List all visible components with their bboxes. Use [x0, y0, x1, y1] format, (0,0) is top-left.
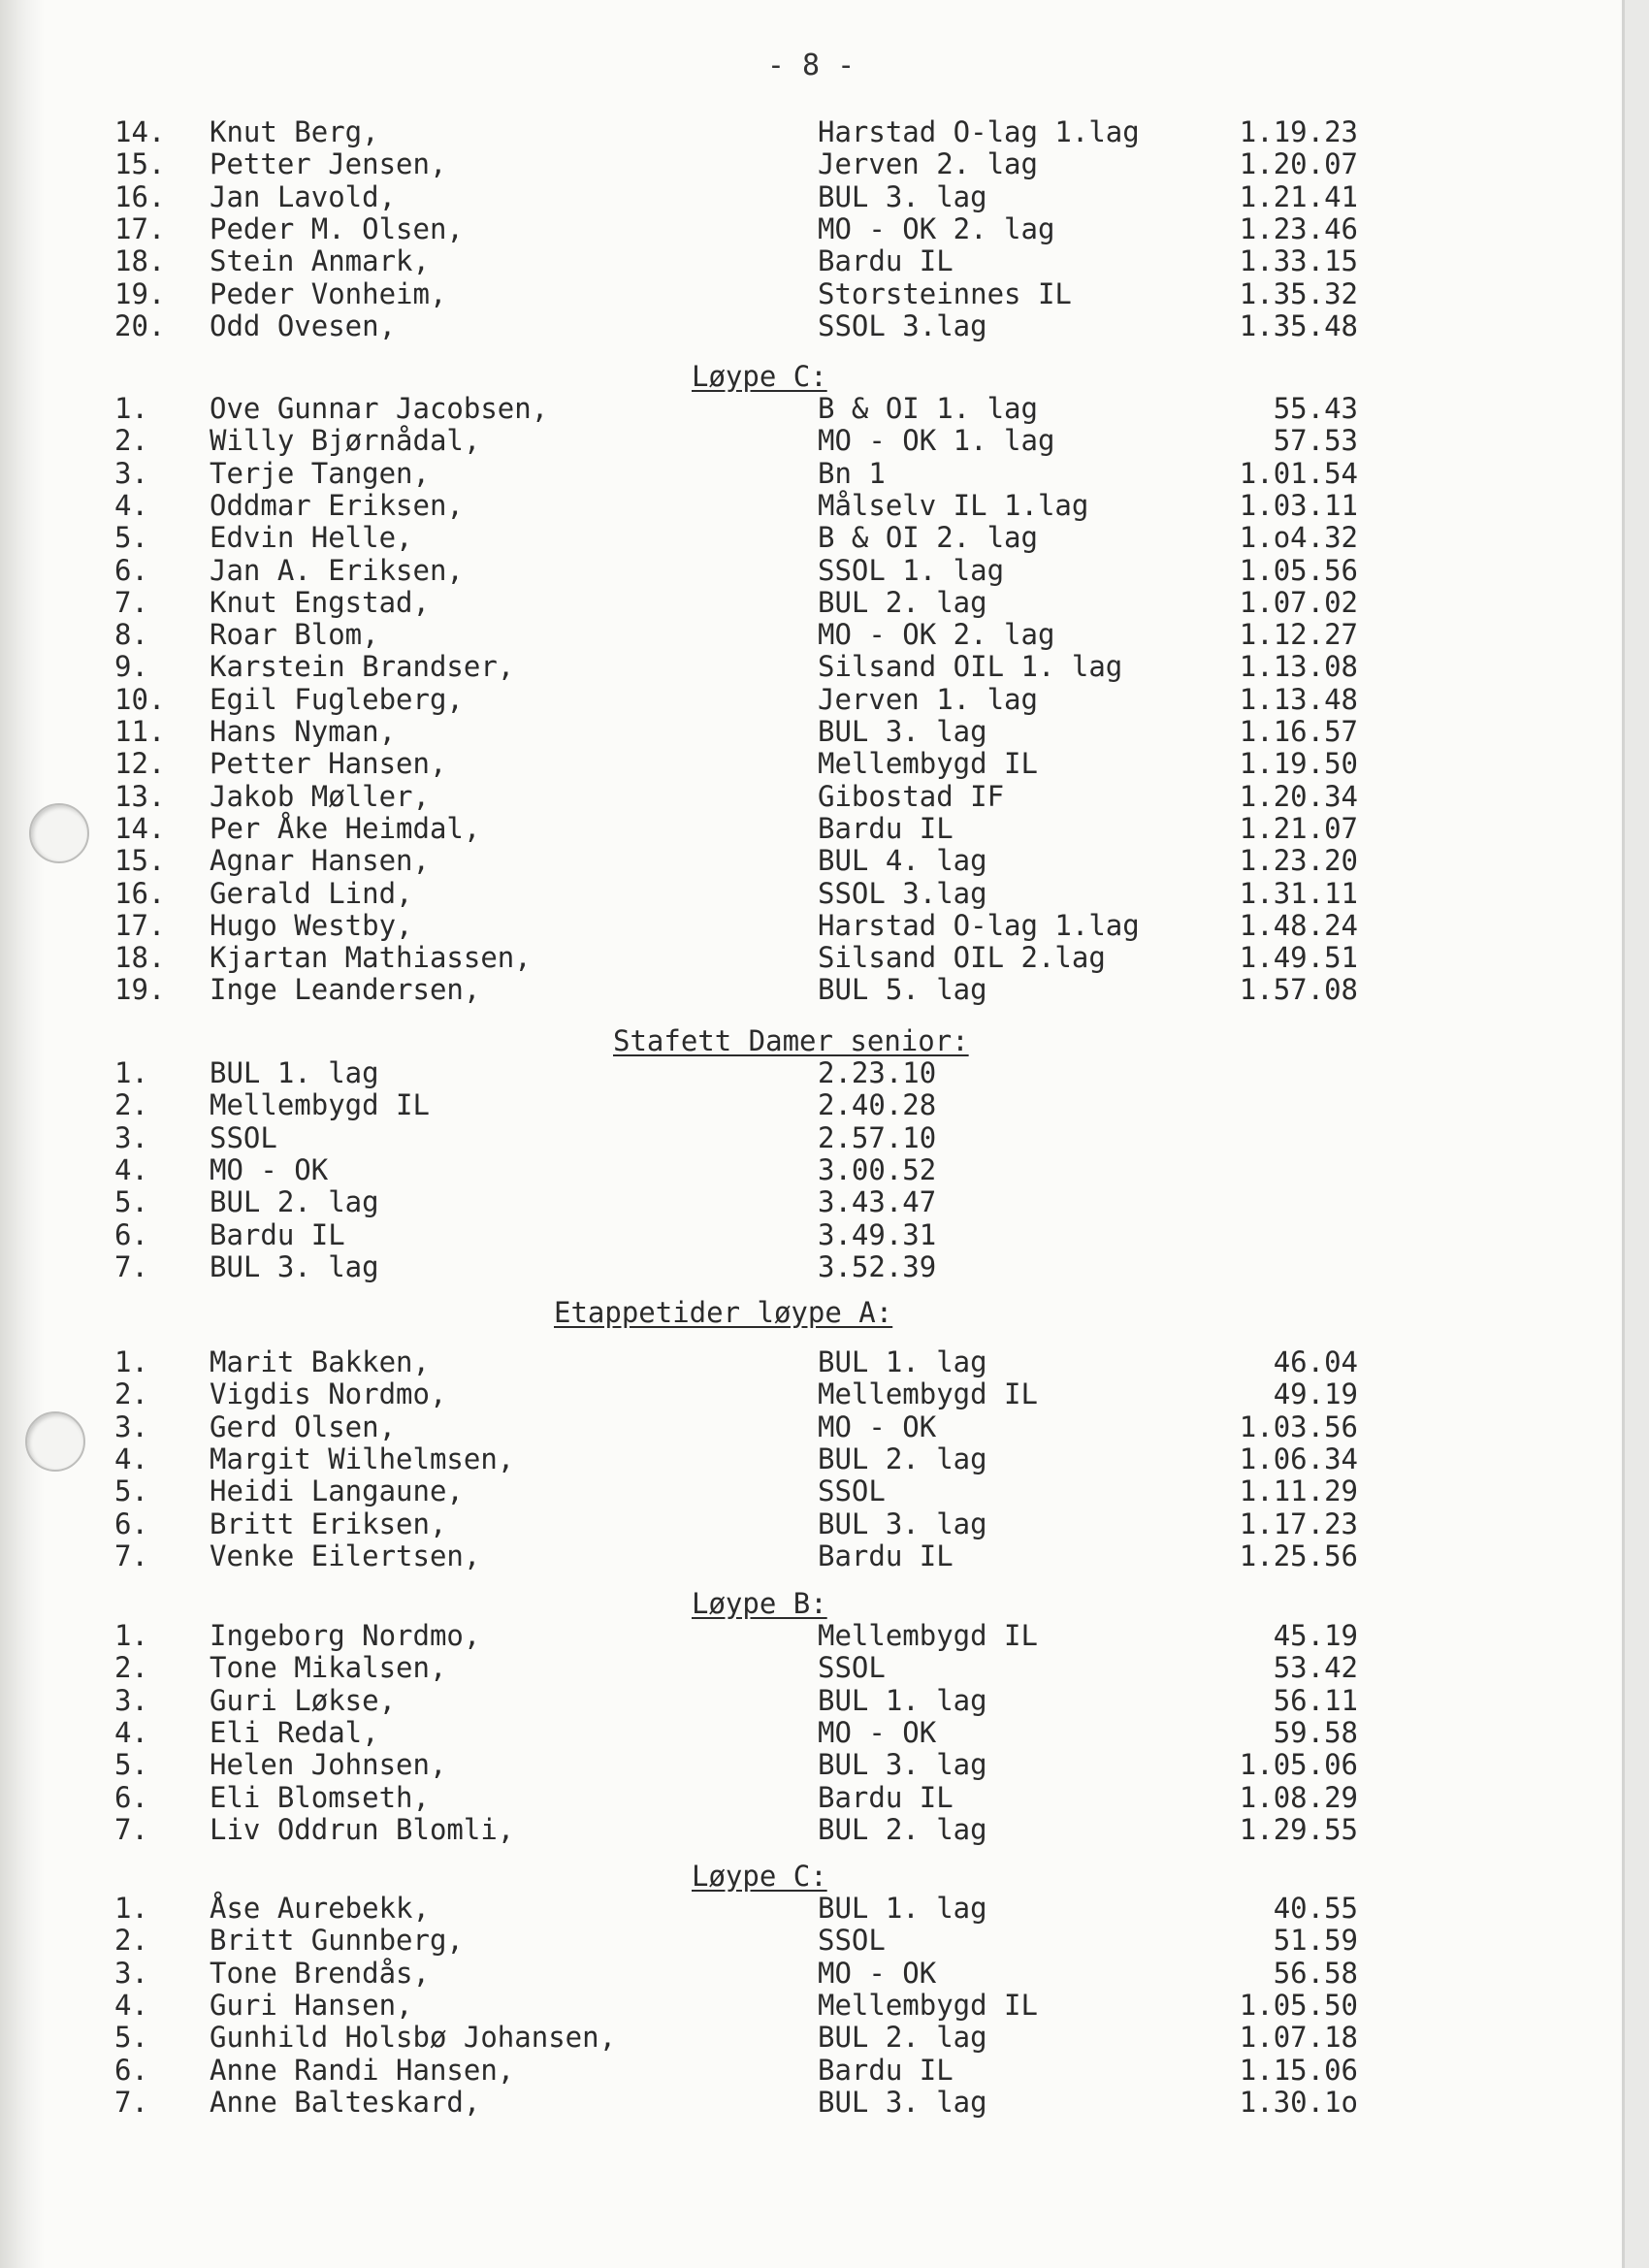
club-name: BUL 3. lag [818, 1748, 987, 1782]
leg-time: 1.08.29 [1239, 1780, 1358, 1814]
leg-time: 1.16.57 [1239, 715, 1358, 748]
team-name: Mellembygd IL [210, 1088, 430, 1122]
leg-time: 1.12.27 [1239, 618, 1358, 652]
result-row [0, 393, 1622, 425]
runner-name: Kjartan Mathiassen, [210, 941, 532, 975]
team-name: MO - OK [210, 1152, 329, 1186]
place-number: 16. [114, 179, 166, 213]
runner-name: Gunhild Holsbø Johansen, [210, 2021, 617, 2055]
leg-time: 1.19.23 [1239, 115, 1358, 148]
club-name: Harstad O-lag 1.lag [818, 908, 1140, 942]
result-row [0, 1475, 1622, 1507]
team-time: 3.43.47 [818, 1185, 937, 1219]
leg-time: 1.05.56 [1239, 553, 1358, 587]
club-name: B & OI 1. lag [818, 392, 1038, 425]
result-row [0, 1990, 1622, 2022]
runner-name: Petter Jensen, [210, 147, 447, 181]
leg-time: 1.49.51 [1239, 941, 1358, 975]
runner-name: Stein Anmark, [210, 244, 430, 278]
leg-time: 1.21.41 [1239, 179, 1358, 213]
result-row [0, 813, 1622, 845]
place-number: 15. [114, 844, 166, 878]
leg-time: 1.15.06 [1239, 2053, 1358, 2087]
result-row [0, 1540, 1622, 1572]
place-number: 11. [114, 715, 166, 748]
result-row [0, 1893, 1622, 1925]
team-name: BUL 2. lag [210, 1185, 379, 1219]
club-name: Storsteinnes IL [818, 276, 1072, 310]
result-row [0, 1508, 1622, 1540]
place-number: 2. [114, 1088, 148, 1122]
runner-name: Tone Brendås, [210, 1956, 430, 1990]
result-row [0, 1620, 1622, 1652]
runner-name: Gerald Lind, [210, 876, 413, 910]
leg-time: 55.43 [1273, 392, 1358, 425]
runner-name: Peder M. Olsen, [210, 211, 464, 245]
leg-time: 1.19.50 [1239, 747, 1358, 781]
club-name: B & OI 2. lag [818, 521, 1038, 555]
club-name: MO - OK [818, 1956, 937, 1990]
relay-row [0, 1057, 1622, 1089]
result-row [0, 1814, 1622, 1846]
club-name: BUL 3. lag [818, 715, 987, 748]
leg-time: 53.42 [1273, 1651, 1358, 1685]
result-row [0, 1925, 1622, 1957]
result-row [0, 2055, 1622, 2087]
runner-name: Odd Ovesen, [210, 308, 397, 342]
runner-name: Inge Leandersen, [210, 973, 481, 1007]
club-name: Bn 1 [818, 456, 886, 490]
runner-name: Anne Balteskard, [210, 2085, 481, 2119]
result-row [0, 213, 1622, 245]
place-number: 7. [114, 1539, 148, 1572]
club-name: Mellembygd IL [818, 1619, 1038, 1652]
place-number: 5. [114, 2021, 148, 2055]
club-name: BUL 2. lag [818, 1442, 987, 1475]
club-name: Bardu IL [818, 1780, 954, 1814]
place-number: 5. [114, 521, 148, 555]
club-name: BUL 1. lag [818, 1683, 987, 1717]
result-row [0, 974, 1622, 1006]
result-row [0, 1685, 1622, 1717]
leg-time: 45.19 [1273, 1619, 1358, 1652]
club-name: Bardu IL [818, 1539, 954, 1572]
place-number: 1. [114, 1619, 148, 1652]
runner-name: Terje Tangen, [210, 456, 430, 490]
club-name: SSOL 3.lag [818, 876, 987, 910]
place-number: 13. [114, 779, 166, 813]
runner-name: Knut Engstad, [210, 585, 430, 619]
place-number: 4. [114, 488, 148, 522]
place-number: 19. [114, 276, 166, 310]
club-name: MO - OK 2. lag [818, 211, 1055, 245]
club-name: MO - OK 1. lag [818, 424, 1055, 458]
runner-name: Petter Hansen, [210, 747, 447, 781]
place-number: 2. [114, 424, 148, 458]
section-heading-etappe-a-text: Etappetider løype A: [554, 1296, 893, 1329]
leg-time: 1.05.50 [1239, 1988, 1358, 2022]
leg-time: 59.58 [1273, 1715, 1358, 1749]
club-name: Silsand OIL 1. lag [818, 650, 1123, 684]
place-number: 2. [114, 1651, 148, 1685]
place-number: 17. [114, 211, 166, 245]
place-number: 5. [114, 1474, 148, 1508]
result-row [0, 425, 1622, 457]
leg-time: 46.04 [1273, 1345, 1358, 1378]
club-name: BUL 1. lag [818, 1892, 987, 1925]
place-number: 3. [114, 456, 148, 490]
leg-time: 1.23.46 [1239, 211, 1358, 245]
leg-time: 1.30.1o [1239, 2085, 1358, 2119]
result-row [0, 845, 1622, 877]
result-row [0, 555, 1622, 587]
club-name: BUL 3. lag [818, 1507, 987, 1540]
place-number: 7. [114, 2085, 148, 2119]
leg-time: 1.13.08 [1239, 650, 1358, 684]
relay-row [0, 1089, 1622, 1121]
result-row [0, 1958, 1622, 1990]
result-row [0, 458, 1622, 490]
place-number: 19. [114, 973, 166, 1007]
section-heading-loype-c-women-text: Løype C: [692, 1860, 827, 1893]
runner-name: Venke Eilertsen, [210, 1539, 481, 1572]
leg-time: 1.06.34 [1239, 1442, 1358, 1475]
runner-name: Eli Blomseth, [210, 1780, 430, 1814]
result-row [0, 181, 1622, 213]
leg-time: 1.25.56 [1239, 1539, 1358, 1572]
club-name: Gibostad IF [818, 779, 1005, 813]
club-name: Bardu IL [818, 2053, 954, 2087]
relay-row [0, 1219, 1622, 1251]
place-number: 8. [114, 618, 148, 652]
runner-name: Margit Wilhelmsen, [210, 1442, 515, 1475]
result-row [0, 1378, 1622, 1410]
place-number: 20. [114, 308, 166, 342]
club-name: BUL 3. lag [818, 2085, 987, 2119]
runner-name: Oddmar Eriksen, [210, 488, 464, 522]
club-name: BUL 2. lag [818, 585, 987, 619]
runner-name: Heidi Langaune, [210, 1474, 464, 1508]
place-number: 1. [114, 392, 148, 425]
place-number: 5. [114, 1748, 148, 1782]
leg-time: 57.53 [1273, 424, 1358, 458]
runner-name: Gerd Olsen, [210, 1409, 397, 1443]
runner-name: Britt Eriksen, [210, 1507, 447, 1540]
place-number: 17. [114, 908, 166, 942]
place-number: 14. [114, 811, 166, 845]
result-row [0, 748, 1622, 780]
club-name: Jerven 2. lag [818, 147, 1038, 181]
runner-name: Liv Oddrun Blomli, [210, 1812, 515, 1846]
club-name: Mellembygd IL [818, 1377, 1038, 1411]
place-number: 9. [114, 650, 148, 684]
club-name: SSOL [818, 1474, 886, 1508]
runner-name: Karstein Brandser, [210, 650, 515, 684]
relay-row [0, 1154, 1622, 1186]
club-name: SSOL 3.lag [818, 308, 987, 342]
club-name: MO - OK [818, 1409, 937, 1443]
result-row [0, 1652, 1622, 1684]
leg-time: 1.31.11 [1239, 876, 1358, 910]
place-number: 18. [114, 941, 166, 975]
club-name: SSOL 1. lag [818, 553, 1005, 587]
leg-time: 1.35.48 [1239, 308, 1358, 342]
place-number: 7. [114, 1812, 148, 1846]
runner-name: Eli Redal, [210, 1715, 379, 1749]
result-row [0, 781, 1622, 813]
leg-time: 1.03.11 [1239, 488, 1358, 522]
place-number: 10. [114, 682, 166, 716]
place-number: 6. [114, 1780, 148, 1814]
runner-name: Anne Randi Hansen, [210, 2053, 515, 2087]
result-row [0, 910, 1622, 942]
runner-name: Ove Gunnar Jacobsen, [210, 392, 549, 425]
result-row [0, 651, 1622, 683]
place-number: 5. [114, 1185, 148, 1219]
leg-time: 1.13.48 [1239, 682, 1358, 716]
leg-time: 56.58 [1273, 1956, 1358, 1990]
team-time: 3.52.39 [818, 1249, 937, 1283]
result-row [0, 1443, 1622, 1475]
runner-name: Hans Nyman, [210, 715, 397, 748]
leg-time: 51.59 [1273, 1924, 1358, 1958]
place-number: 1. [114, 1892, 148, 1925]
place-number: 3. [114, 1409, 148, 1443]
place-number: 12. [114, 747, 166, 781]
runner-name: Roar Blom, [210, 618, 379, 652]
leg-time: 1.17.23 [1239, 1507, 1358, 1540]
place-number: 4. [114, 1988, 148, 2022]
section-heading-etappe-a [0, 1297, 1622, 1329]
runner-name: Guri Hansen, [210, 1988, 413, 2022]
place-number: 6. [114, 1217, 148, 1251]
leg-time: 1.29.55 [1239, 1812, 1358, 1846]
result-row [0, 116, 1622, 148]
club-name: Silsand OIL 2.lag [818, 941, 1106, 975]
result-row [0, 1411, 1622, 1443]
leg-time: 1.21.07 [1239, 811, 1358, 845]
club-name: SSOL [818, 1924, 886, 1958]
leg-time: 1.35.32 [1239, 276, 1358, 310]
team-name: BUL 1. lag [210, 1056, 379, 1089]
runner-name: Hugo Westby, [210, 908, 413, 942]
runner-name: Egil Fugleberg, [210, 682, 464, 716]
runner-name: Ingeborg Nordmo, [210, 1619, 481, 1652]
runner-name: Jan A. Eriksen, [210, 553, 464, 587]
club-name: Mellembygd IL [818, 747, 1038, 781]
result-row [0, 522, 1622, 554]
result-row [0, 148, 1622, 180]
team-time: 2.57.10 [818, 1120, 937, 1154]
leg-time: 1.07.02 [1239, 585, 1358, 619]
leg-time: 1.03.56 [1239, 1409, 1358, 1443]
leg-time: 40.55 [1273, 1892, 1358, 1925]
leg-time: 56.11 [1273, 1683, 1358, 1717]
team-time: 2.40.28 [818, 1088, 937, 1122]
leg-time: 1.07.18 [1239, 2021, 1358, 2055]
relay-row [0, 1186, 1622, 1218]
place-number: 2. [114, 1377, 148, 1411]
club-name: Bardu IL [818, 244, 954, 278]
section-heading-loype-c [0, 361, 1622, 393]
leg-time: 1.23.20 [1239, 844, 1358, 878]
club-name: Målselv IL 1.lag [818, 488, 1089, 522]
result-row [0, 278, 1622, 310]
place-number: 16. [114, 876, 166, 910]
place-number: 6. [114, 1507, 148, 1540]
result-row [0, 1717, 1622, 1749]
section-heading-loype-c-text: Løype C: [692, 360, 827, 393]
place-number: 7. [114, 1249, 148, 1283]
team-name: Bardu IL [210, 1217, 345, 1251]
runner-name: Marit Bakken, [210, 1345, 430, 1378]
runner-name: Guri Løkse, [210, 1683, 397, 1717]
runner-name: Tone Mikalsen, [210, 1651, 447, 1685]
relay-row [0, 1251, 1622, 1283]
leg-time: 1.20.34 [1239, 779, 1358, 813]
team-time: 3.00.52 [818, 1152, 937, 1186]
leg-time: 1.57.08 [1239, 973, 1358, 1007]
section-heading-loype-c-women [0, 1861, 1622, 1893]
leg-time: 1.05.06 [1239, 1748, 1358, 1782]
leg-time: 1.11.29 [1239, 1474, 1358, 1508]
leg-time: 1.33.15 [1239, 244, 1358, 278]
leg-time: 1.o4.32 [1239, 521, 1358, 555]
place-number: 7. [114, 585, 148, 619]
page-number: - 8 - [766, 49, 856, 82]
result-row [0, 245, 1622, 277]
section-heading-loype-b-text: Løype B: [692, 1587, 827, 1620]
runner-name: Knut Berg, [210, 115, 379, 148]
section-heading-loype-b [0, 1588, 1622, 1620]
place-number: 15. [114, 147, 166, 181]
place-number: 3. [114, 1956, 148, 1990]
club-name: BUL 2. lag [818, 1812, 987, 1846]
place-number: 3. [114, 1683, 148, 1717]
leg-time: 1.48.24 [1239, 908, 1358, 942]
result-row [0, 942, 1622, 974]
place-number: 4. [114, 1442, 148, 1475]
runner-name: Jan Lavold, [210, 179, 397, 213]
runner-name: Per Åke Heimdal, [210, 811, 481, 845]
club-name: Mellembygd IL [818, 1988, 1038, 2022]
leg-time: 1.01.54 [1239, 456, 1358, 490]
place-number: 14. [114, 115, 166, 148]
result-row [0, 619, 1622, 651]
runner-name: Jakob Møller, [210, 779, 430, 813]
place-number: 6. [114, 2053, 148, 2087]
club-name: Jerven 1. lag [818, 682, 1038, 716]
result-row [0, 2022, 1622, 2054]
result-row [0, 310, 1622, 342]
runner-name: Britt Gunnberg, [210, 1924, 464, 1958]
place-number: 4. [114, 1715, 148, 1749]
result-row [0, 716, 1622, 748]
runner-name: Agnar Hansen, [210, 844, 430, 878]
club-name: SSOL [818, 1651, 886, 1685]
club-name: Bardu IL [818, 811, 954, 845]
result-row [0, 878, 1622, 910]
runner-name: Vigdis Nordmo, [210, 1377, 447, 1411]
club-name: BUL 5. lag [818, 973, 987, 1007]
result-row [0, 1749, 1622, 1781]
section-heading-stafett-damer-text: Stafett Damer senior: [613, 1024, 969, 1057]
result-row [0, 490, 1622, 522]
place-number: 1. [114, 1345, 148, 1378]
result-row [0, 2087, 1622, 2119]
runner-name: Edvin Helle, [210, 521, 413, 555]
club-name: BUL 2. lag [818, 2021, 987, 2055]
place-number: 1. [114, 1056, 148, 1089]
result-row [0, 587, 1622, 619]
runner-name: Peder Vonheim, [210, 276, 447, 310]
place-number: 6. [114, 553, 148, 587]
leg-time: 49.19 [1273, 1377, 1358, 1411]
runner-name: Åse Aurebekk, [210, 1892, 430, 1925]
section-heading-stafett-damer [0, 1025, 1622, 1057]
place-number: 4. [114, 1152, 148, 1186]
runner-name: Willy Bjørnådal, [210, 424, 481, 458]
place-number: 18. [114, 244, 166, 278]
club-name: MO - OK [818, 1715, 937, 1749]
club-name: Harstad O-lag 1.lag [818, 115, 1140, 148]
club-name: BUL 1. lag [818, 1345, 987, 1378]
result-row [0, 1346, 1622, 1378]
team-name: SSOL [210, 1120, 277, 1154]
club-name: BUL 3. lag [818, 179, 987, 213]
team-name: BUL 3. lag [210, 1249, 379, 1283]
place-number: 2. [114, 1924, 148, 1958]
team-time: 2.23.10 [818, 1056, 937, 1089]
runner-name: Helen Johnsen, [210, 1748, 447, 1782]
club-name: BUL 4. lag [818, 844, 987, 878]
result-row [0, 1782, 1622, 1814]
result-row [0, 684, 1622, 716]
relay-row [0, 1122, 1622, 1154]
place-number: 3. [114, 1120, 148, 1154]
team-time: 3.49.31 [818, 1217, 937, 1251]
club-name: MO - OK 2. lag [818, 618, 1055, 652]
leg-time: 1.20.07 [1239, 147, 1358, 181]
